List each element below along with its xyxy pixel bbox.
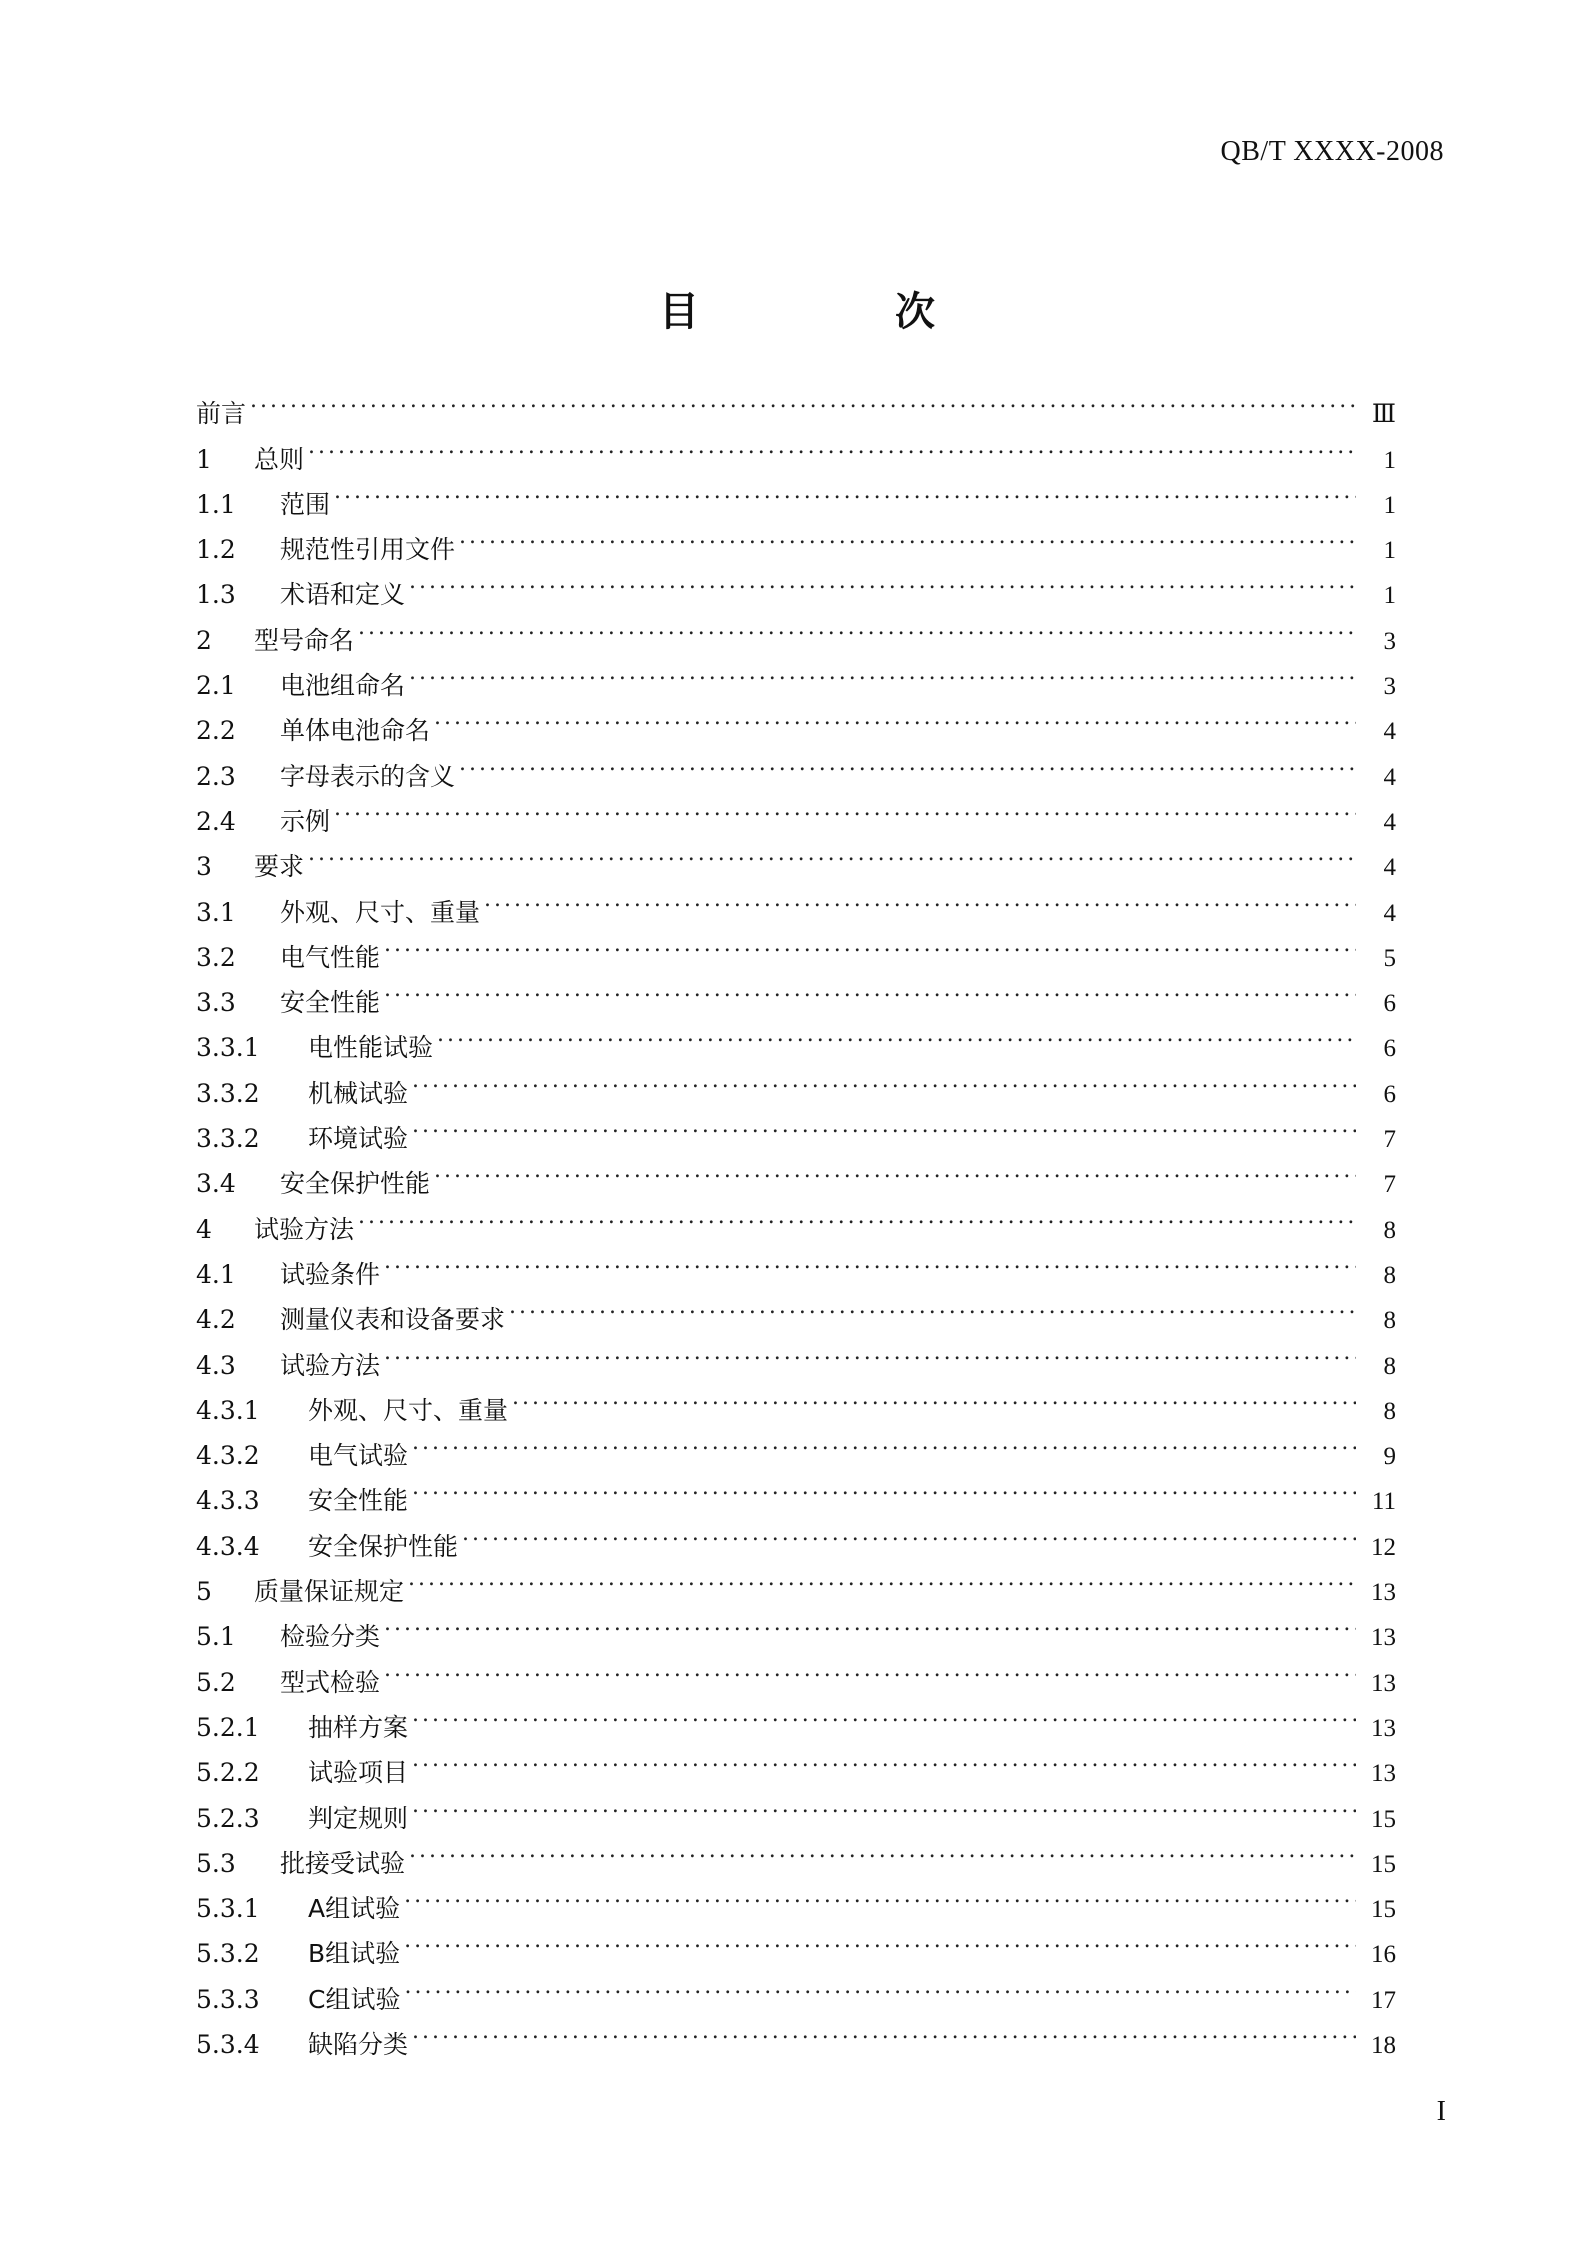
toc-entry-title: 批接受试验 xyxy=(280,1848,406,1878)
toc-entry-page: 13 xyxy=(1371,1760,1396,1788)
dot-leader xyxy=(412,1736,1356,1781)
toc-entry-number: 3.3 xyxy=(196,988,236,1018)
dot-leader xyxy=(384,1645,1356,1690)
toc-entry[interactable] xyxy=(196,603,1396,655)
toc-entry-number: 1.3 xyxy=(196,580,236,610)
dot-leader xyxy=(412,1691,1356,1736)
dot-leader xyxy=(409,1827,1356,1872)
toc-entry-title: 单体电池命名 xyxy=(280,716,431,746)
toc-entry-number: 4.2 xyxy=(196,1305,236,1335)
toc-entry-page: Ⅲ xyxy=(1371,401,1396,429)
toc-entry-page: 16 xyxy=(1371,1941,1396,1969)
toc-entry[interactable] xyxy=(196,649,1396,701)
toc-entry-number: 1.2 xyxy=(196,535,236,565)
toc-entry-page: 6 xyxy=(1383,1035,1396,1063)
toc-entry-title: C组试验 xyxy=(308,1984,401,2014)
toc-entry[interactable] xyxy=(196,785,1396,836)
toc-entry-title: 测量仪表和设备要求 xyxy=(280,1305,506,1335)
toc-entry-page: 7 xyxy=(1383,1171,1396,1199)
toc-entry-page: 9 xyxy=(1383,1443,1396,1471)
dot-leader xyxy=(459,739,1356,784)
toc-entry-number: 5.2.2 xyxy=(196,1758,260,1788)
toc-entry-title: 前言 xyxy=(196,399,247,429)
toc-entry-number: 3.1 xyxy=(196,897,236,927)
toc-entry-page: 5 xyxy=(1383,944,1396,972)
toc-entry[interactable] xyxy=(196,875,1396,927)
toc-entry-number: 3.2 xyxy=(196,942,236,972)
toc-entry-title: 试验项目 xyxy=(308,1758,409,1788)
toc-entry-number: 3.4 xyxy=(196,1169,236,1199)
toc-entry-title: 示例 xyxy=(280,806,331,836)
toc-entry[interactable] xyxy=(196,1192,1396,1244)
toc-entry-title: 电性能试验 xyxy=(308,1033,434,1063)
toc-entry-number: 1 xyxy=(196,444,212,474)
dot-leader xyxy=(334,468,1356,513)
toc-entry-title: 试验条件 xyxy=(280,1259,381,1289)
toc-entry-number: 5.3.4 xyxy=(196,2029,260,2059)
toc-entry-page: 3 xyxy=(1383,627,1396,655)
toc-entry-title: 缺陷分类 xyxy=(308,2029,409,2059)
toc-entry-title: 型式检验 xyxy=(280,1667,381,1697)
toc-entry-number: 2.2 xyxy=(196,716,236,746)
dot-leader xyxy=(412,1464,1356,1509)
toc-entry-number: 2.4 xyxy=(196,806,236,836)
dot-leader xyxy=(404,1962,1356,2007)
dot-leader xyxy=(404,1917,1356,1962)
toc-entry-title: B组试验 xyxy=(308,1939,401,1969)
toc-entry-page: 1 xyxy=(1383,491,1396,519)
page-number: I xyxy=(1436,2096,1446,2127)
toc-entry-title: 安全保护性能 xyxy=(280,1169,431,1199)
toc-entry-page: 4 xyxy=(1383,808,1396,836)
toc-entry-title: 型号命名 xyxy=(254,625,355,655)
toc-entry-number: 4.3.1 xyxy=(196,1395,260,1425)
toc-entry-number: 1.1 xyxy=(196,489,236,519)
toc-entry-title: 质量保证规定 xyxy=(254,1577,405,1607)
dot-leader xyxy=(409,558,1356,603)
toc-entry-number: 3.3.2 xyxy=(196,1124,260,1154)
toc-entry-number: 4.3.3 xyxy=(196,1486,260,1516)
toc-entry-page: 1 xyxy=(1383,537,1396,565)
dot-leader xyxy=(384,966,1356,1011)
toc-entry-title: 要求 xyxy=(254,852,305,882)
dot-leader xyxy=(308,830,1356,875)
toc-entry-page: 13 xyxy=(1371,1624,1396,1652)
toc-entry-number: 2.3 xyxy=(196,761,236,791)
toc-entry-page: 17 xyxy=(1371,1986,1396,2014)
toc-entry-number: 5.2.1 xyxy=(196,1712,260,1742)
toc-entry-title: 电气试验 xyxy=(308,1441,409,1471)
toc-entry-page: 3 xyxy=(1383,673,1396,701)
dot-leader xyxy=(434,694,1356,739)
dot-leader xyxy=(384,921,1356,966)
toc-entry-page: 8 xyxy=(1383,1261,1396,1289)
toc-entry-page: 8 xyxy=(1383,1307,1396,1335)
toc-entry[interactable] xyxy=(196,468,1396,519)
dot-leader xyxy=(384,1600,1356,1645)
dot-leader xyxy=(358,603,1356,648)
toc-entry-title: 外观、尺寸、重量 xyxy=(308,1395,509,1425)
toc-entry-page: 4 xyxy=(1383,718,1396,746)
toc-entry-page: 11 xyxy=(1371,1488,1396,1516)
dot-leader xyxy=(334,785,1356,830)
dot-leader xyxy=(409,649,1356,694)
dot-leader xyxy=(459,513,1356,558)
toc-entry-number: 3 xyxy=(196,852,212,882)
toc-entry[interactable] xyxy=(196,513,1396,565)
toc-entry-number: 4 xyxy=(196,1214,212,1244)
dot-leader xyxy=(358,1192,1356,1237)
toc-entry-page: 4 xyxy=(1383,763,1396,791)
toc-entry-number: 2 xyxy=(196,625,212,655)
toc-entry-page: 15 xyxy=(1371,1896,1396,1924)
toc-entry-page: 13 xyxy=(1371,1714,1396,1742)
dot-leader xyxy=(462,1509,1356,1554)
dot-leader xyxy=(250,377,1356,422)
toc-entry-page: 4 xyxy=(1383,899,1396,927)
toc-entry-page: 6 xyxy=(1383,1080,1396,1108)
toc-entry-title: 安全性能 xyxy=(308,1486,409,1516)
dot-leader xyxy=(412,1102,1356,1147)
toc-entry-page: 6 xyxy=(1383,990,1396,1018)
toc-entry-title: 判定规则 xyxy=(308,1803,409,1833)
toc-entry-title: 抽样方案 xyxy=(308,1712,409,1742)
toc-entry-number: 5.3.3 xyxy=(196,1984,260,2014)
toc-entry-page: 8 xyxy=(1383,1216,1396,1244)
toc-entry-title: 术语和定义 xyxy=(280,580,406,610)
toc-entry-title: 电气性能 xyxy=(280,942,381,972)
toc-entry-title: 规范性引用文件 xyxy=(280,535,456,565)
toc-entry-title: 检验分类 xyxy=(280,1622,381,1652)
toc-entry-page: 13 xyxy=(1371,1669,1396,1697)
dot-leader xyxy=(384,1328,1356,1373)
dot-leader xyxy=(484,875,1356,920)
standard-code: QB/T XXXX-2008 xyxy=(1220,136,1444,167)
toc-entry-title: 安全保护性能 xyxy=(308,1531,459,1561)
toc-entry-number: 3.3.1 xyxy=(196,1033,260,1063)
dot-leader xyxy=(412,2008,1356,2053)
toc-entry-title: 环境试验 xyxy=(308,1124,409,1154)
toc-entry-title: 总则 xyxy=(254,444,305,474)
dot-leader xyxy=(308,422,1356,467)
dot-leader xyxy=(412,1419,1356,1464)
toc-entry-number: 5.2.3 xyxy=(196,1803,260,1833)
toc-entry-page: 7 xyxy=(1383,1126,1396,1154)
toc-entry-page: 8 xyxy=(1383,1352,1396,1380)
toc-entry-number: 4.1 xyxy=(196,1259,236,1289)
dot-leader xyxy=(412,1781,1356,1826)
toc-entry-title: 试验方法 xyxy=(280,1350,381,1380)
toc-entry-page: 15 xyxy=(1371,1850,1396,1878)
toc-entry-title: 试验方法 xyxy=(254,1214,355,1244)
toc-entry-title: 安全性能 xyxy=(280,988,381,1018)
toc-entry-number: 4.3.2 xyxy=(196,1441,260,1471)
toc-entry-number: 5 xyxy=(196,1577,212,1607)
toc-entry-number: 3.3.2 xyxy=(196,1078,260,1108)
dot-leader xyxy=(512,1374,1356,1419)
toc-entry-number: 4.3.4 xyxy=(196,1531,260,1561)
dot-leader xyxy=(404,1872,1356,1917)
toc-entry-number: 5.3.2 xyxy=(196,1939,260,1969)
toc-entry-page: 1 xyxy=(1383,582,1396,610)
toc-entry-number: 5.2 xyxy=(196,1667,236,1697)
dot-leader xyxy=(412,1056,1356,1101)
toc-entry-title: 字母表示的含义 xyxy=(280,761,456,791)
toc-entry-title: 外观、尺寸、重量 xyxy=(280,897,481,927)
toc-entry-page: 12 xyxy=(1371,1533,1396,1561)
toc-entry-page: 18 xyxy=(1371,2031,1396,2059)
toc-entry-page: 8 xyxy=(1383,1397,1396,1425)
page-title: 目 次 xyxy=(659,289,1013,335)
dot-leader xyxy=(384,1238,1356,1283)
toc-entry-title: 电池组命名 xyxy=(280,671,406,701)
dot-leader xyxy=(509,1283,1356,1328)
dot-leader xyxy=(437,1011,1356,1056)
toc-entry-number: 4.3 xyxy=(196,1350,236,1380)
toc-entry-page: 4 xyxy=(1383,854,1396,882)
toc-entry-number: 5.1 xyxy=(196,1622,236,1652)
dot-leader xyxy=(434,1147,1356,1192)
table-of-contents xyxy=(196,377,1396,2059)
toc-entry-page: 1 xyxy=(1383,446,1396,474)
toc-entry[interactable] xyxy=(196,377,1396,429)
toc-entry[interactable] xyxy=(196,830,1396,882)
toc-entry-title: 范围 xyxy=(280,489,331,519)
dot-leader xyxy=(408,1555,1356,1600)
toc-entry[interactable] xyxy=(196,1238,1396,1289)
toc-entry-page: 13 xyxy=(1371,1579,1396,1607)
toc-entry-number: 5.3.1 xyxy=(196,1894,260,1924)
toc-entry-title: A组试验 xyxy=(308,1894,401,1924)
toc-entry-number: 2.1 xyxy=(196,671,236,701)
toc-entry-page: 15 xyxy=(1371,1805,1396,1833)
toc-entry[interactable] xyxy=(196,422,1396,474)
toc-entry-number: 5.3 xyxy=(196,1848,236,1878)
toc-entry-title: 机械试验 xyxy=(308,1078,409,1108)
